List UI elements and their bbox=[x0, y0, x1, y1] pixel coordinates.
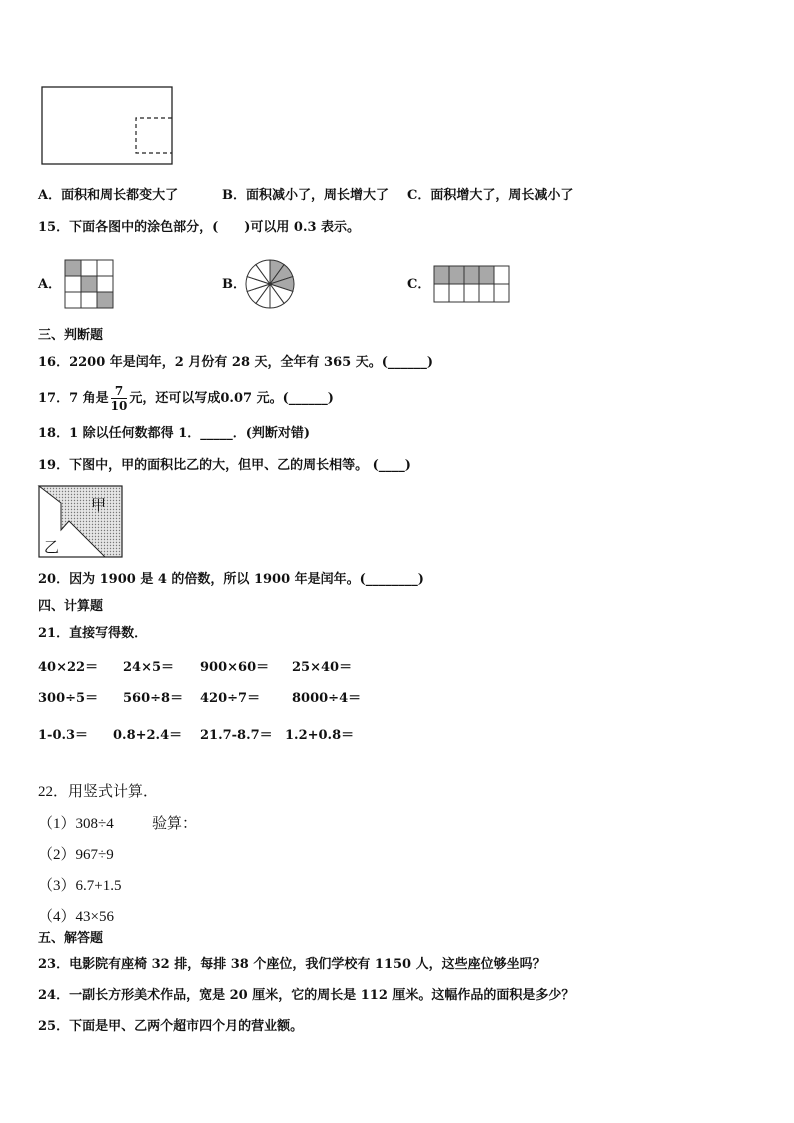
q14-figure bbox=[40, 85, 176, 167]
q22-title: 22．用竖式计算． bbox=[38, 784, 159, 800]
q15-circle-figure-b bbox=[244, 258, 296, 310]
q17 bbox=[38, 382, 334, 416]
q22-item-3: （3）6.7+1.5 bbox=[38, 878, 122, 894]
q21-item: 25×40＝ bbox=[292, 660, 353, 675]
q21-item: 420÷7＝ bbox=[200, 691, 261, 706]
grid-cell bbox=[65, 276, 81, 292]
grid-cell bbox=[434, 266, 449, 284]
grid-cell bbox=[81, 260, 97, 276]
q17-fraction-num: 7 bbox=[111, 384, 128, 399]
grid-cell bbox=[97, 276, 113, 292]
grid-cell bbox=[464, 266, 479, 284]
section-3-heading: 三、判断题 bbox=[38, 328, 104, 343]
grid-cell bbox=[97, 260, 113, 276]
grid-cell bbox=[81, 276, 97, 292]
q24: 24．一副长方形美术作品，宽是 20 厘米，它的周长是 112 厘米。这幅作品的面积是多少？ bbox=[38, 988, 575, 1003]
q21-item: 8000÷4＝ bbox=[292, 691, 362, 706]
q21-item: 560÷8＝ bbox=[123, 691, 184, 706]
q22-check-label: 验算： bbox=[152, 816, 198, 832]
q17-pre: 17．7 角是 bbox=[38, 391, 109, 406]
q18: 18．1 除以任何数都得 1．_____．(判断对错) bbox=[38, 426, 311, 441]
q21-item: 40×22＝ bbox=[38, 660, 99, 675]
q21-item: 1.2+0.8＝ bbox=[285, 728, 355, 743]
q15-option-b-label: B． bbox=[222, 277, 246, 292]
q23: 23．电影院有座椅 32 排，每排 38 个座位，我们学校有 1150 人，这些座位够坐吗？ bbox=[38, 957, 546, 972]
q21-item: 1-0.3＝ bbox=[38, 728, 89, 743]
grid-cell bbox=[479, 284, 494, 302]
grid-cell bbox=[449, 284, 464, 302]
q14-option-c: C．面积增大了，周长减小了 bbox=[407, 188, 574, 203]
q16: 16．2200 年是闰年，2 月份有 28 天，全年有 365 天。(______) bbox=[38, 355, 434, 370]
q20: 20．因为 1900 是 4 的倍数，所以 1900 年是闰年。(________) bbox=[38, 572, 424, 587]
grid-cell bbox=[65, 260, 81, 276]
q15-question: 15．下面各图中的涂色部分，( )可以用 0.3 表示。 bbox=[38, 220, 361, 235]
q22-item-4: （4）43×56 bbox=[38, 909, 114, 925]
grid-cell bbox=[479, 266, 494, 284]
grid-cell bbox=[449, 266, 464, 284]
q19: 19．下图中，甲的面积比乙的大，但甲、乙的周长相等。 (____) bbox=[38, 458, 411, 473]
q21-item: 900×60＝ bbox=[200, 660, 270, 675]
q19-label-yi: 乙 bbox=[44, 538, 60, 556]
q25: 25．下面是甲、乙两个超市四个月的营业额。 bbox=[38, 1019, 304, 1034]
grid-cell bbox=[464, 284, 479, 302]
q15-grid-figure-c bbox=[433, 265, 513, 303]
grid-cell bbox=[65, 292, 81, 308]
q21-item: 0.8+2.4＝ bbox=[113, 728, 183, 743]
q17-fraction-den: 10 bbox=[110, 399, 128, 413]
q22-item-1: （1）308÷4 bbox=[38, 816, 114, 832]
q21-item: 300÷5＝ bbox=[38, 691, 99, 706]
q21-item: 24×5＝ bbox=[123, 660, 175, 675]
grid-cell bbox=[81, 292, 97, 308]
q17-post: 元，还可以写成0.07 元。(______) bbox=[129, 391, 334, 406]
q19-label-jia: 甲 bbox=[91, 496, 107, 514]
grid-cell bbox=[97, 292, 113, 308]
grid-cell bbox=[494, 284, 509, 302]
q14-option-b: B．面积减小了，周长增大了 bbox=[222, 188, 389, 203]
grid-cell bbox=[434, 284, 449, 302]
section-5-heading: 五、解答题 bbox=[38, 931, 104, 946]
grid-cell bbox=[494, 266, 509, 284]
section-4-heading: 四、计算题 bbox=[38, 599, 104, 614]
q21-title: 21．直接写得数． bbox=[38, 626, 148, 641]
q17-fraction bbox=[111, 384, 128, 413]
q15-grid-figure-a bbox=[64, 259, 118, 311]
q15-option-c-label: C． bbox=[407, 277, 431, 292]
q21-item: 21.7-8.7＝ bbox=[200, 728, 273, 743]
q22-item-2: （2）967÷9 bbox=[38, 847, 114, 863]
q14-option-a: A．面积和周长都变大了 bbox=[38, 188, 179, 203]
q15-option-a-label: A． bbox=[38, 277, 62, 292]
q19-figure bbox=[37, 484, 125, 560]
